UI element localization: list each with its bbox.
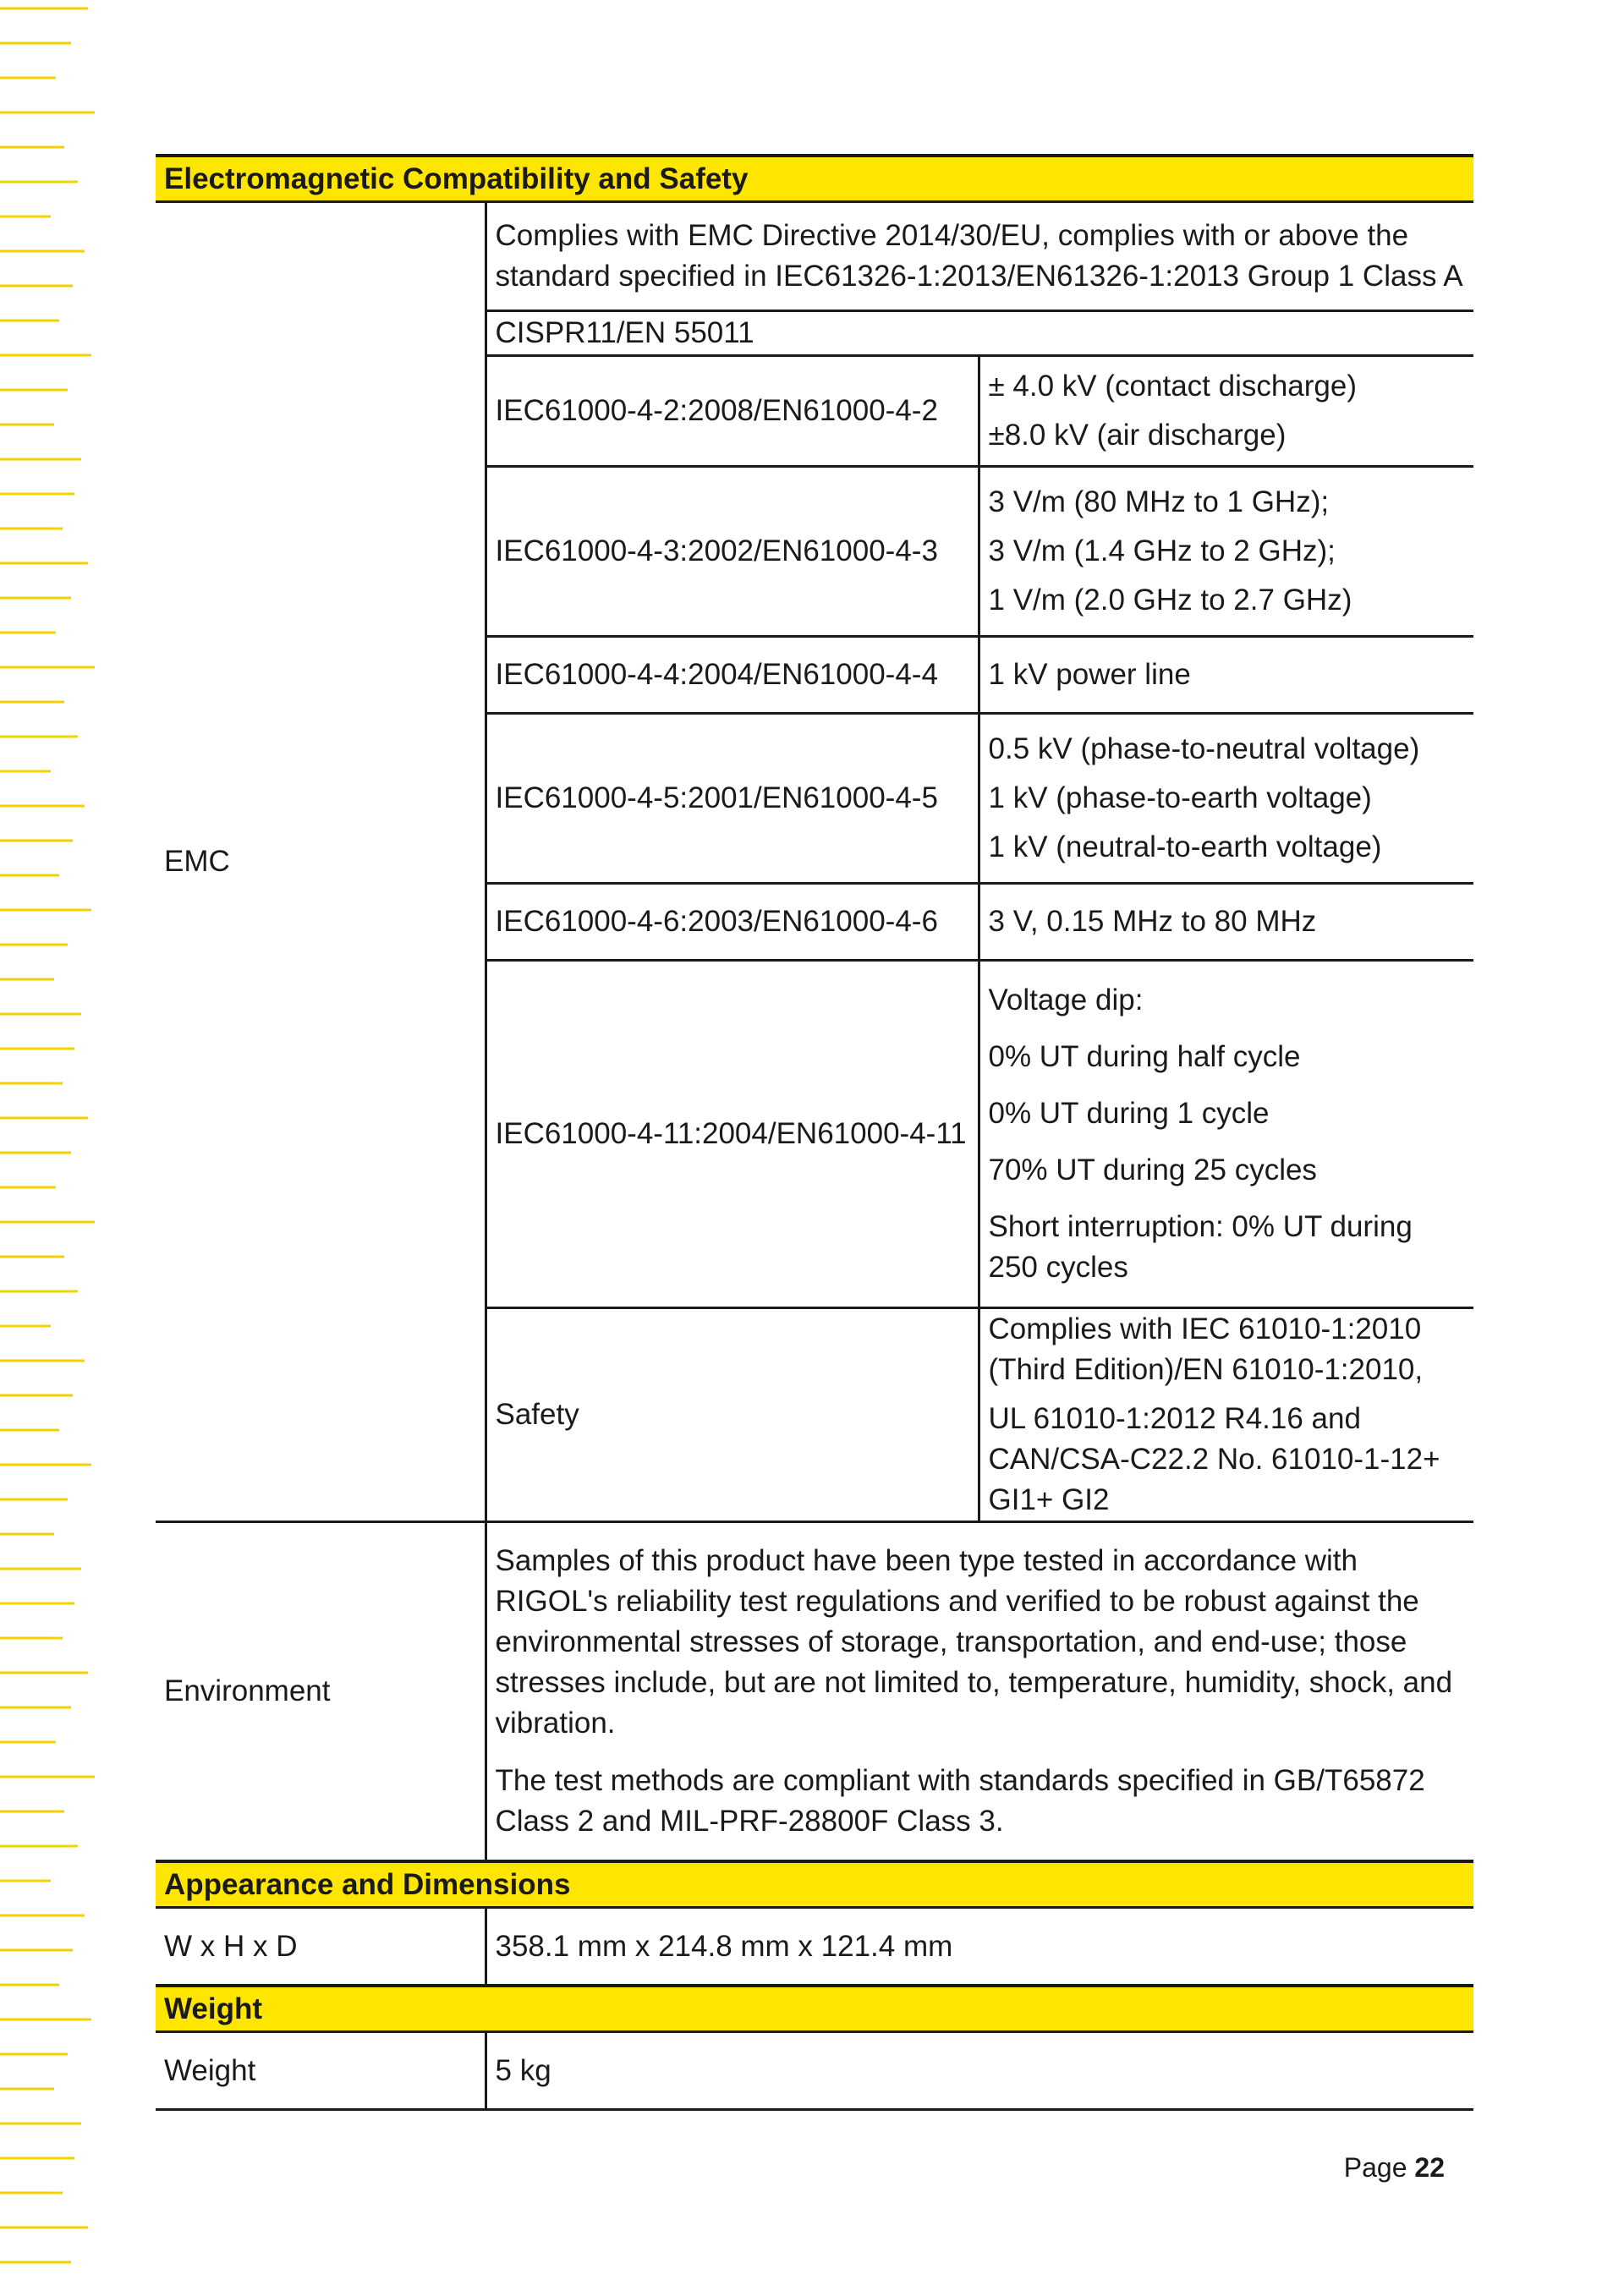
section-title: Weight	[156, 1986, 1473, 2032]
environment-spec	[486, 1522, 1473, 1862]
emc-standard: IEC61000-4-4:2004/EN61000-4-4	[486, 637, 979, 714]
spec-line: 3 V/m (80 MHz to 1 GHz);	[988, 485, 1330, 518]
spec-line: Voltage dip:	[988, 984, 1144, 1016]
page-word: Page	[1343, 2152, 1407, 2183]
emc-standard: IEC61000-4-3:2002/EN61000-4-3	[486, 467, 979, 637]
spec-line: 70% UT during 25 cycles	[988, 1153, 1317, 1186]
emc-spec: 3 V, 0.15 MHz to 80 MHz	[979, 884, 1473, 961]
emc-spec	[979, 961, 1473, 1308]
spec-line: 0% UT during 1 cycle	[988, 1097, 1270, 1130]
page-number-value: 22	[1414, 2152, 1445, 2183]
section-header-emc-safety	[156, 156, 1473, 202]
spec-line: 1 V/m (2.0 GHz to 2.7 GHz)	[988, 584, 1352, 616]
environment-paragraph: The test methods are compliant with standards specified in GB/T65872 Class 2 and MIL-PRF-28800F Class 3.	[495, 1764, 1425, 1838]
weight-row	[156, 2032, 1473, 2110]
spec-line: Complies with IEC 61010-1:2010 (Third Edition)/EN 61010-1:2010,	[988, 1312, 1424, 1386]
emc-standard: IEC61000-4-6:2003/EN61000-4-6	[486, 884, 979, 961]
dimensions-row	[156, 1908, 1473, 1986]
emc-standard: IEC61000-4-2:2008/EN61000-4-2	[486, 356, 979, 467]
spec-line: 3 V/m (1.4 GHz to 2 GHz);	[988, 534, 1336, 567]
spec-line: 0.5 kV (phase-to-neutral voltage)	[988, 732, 1420, 765]
emc-directive: Complies with EMC Directive 2014/30/EU, complies with or above the standard specified in IEC61326-1:2013/EN61326-1:2013 Group 1 Class A	[486, 202, 1473, 311]
spec-line: Short interruption: 0% UT during 250 cycles	[988, 1210, 1413, 1284]
weight-label: Weight	[156, 2032, 486, 2110]
weight-value: 5 kg	[486, 2032, 1473, 2110]
emc-standard: IEC61000-4-11:2004/EN61000-4-11	[486, 961, 979, 1308]
emc-standard: IEC61000-4-5:2001/EN61000-4-5	[486, 714, 979, 884]
section-title: Electromagnetic Compatibility and Safety	[156, 156, 1473, 202]
section-header-appearance	[156, 1861, 1473, 1908]
emc-directive-row	[156, 202, 1473, 311]
section-header-weight	[156, 1986, 1473, 2032]
spec-line: 1 kV (phase-to-earth voltage)	[988, 781, 1372, 814]
safety-spec	[979, 1308, 1473, 1522]
spec-line: 1 kV (neutral-to-earth voltage)	[988, 830, 1382, 863]
spec-line: 0% UT during half cycle	[988, 1040, 1301, 1073]
spec-table	[156, 154, 1473, 2111]
environment-paragraph: Samples of this product have been type tested in accordance with RIGOL's reliability test regulations and verified to be robust against the environmental stresses of storage, transportation, and end-use; those stresses include, but are not limited to, temperature, humidity, shock, and vibration.	[495, 1544, 1453, 1740]
emc-spec: 1 kV power line	[979, 637, 1473, 714]
spec-line: UL 61010-1:2012 R4.16 and CAN/CSA-C22.2 No. 61010-1-12+ GI1+ GI2	[988, 1402, 1440, 1516]
emc-cispr: CISPR11/EN 55011	[486, 311, 1473, 356]
page-number	[1344, 2152, 1445, 2184]
emc-spec	[979, 356, 1473, 467]
section-title: Appearance and Dimensions	[156, 1861, 1473, 1908]
spec-line: ± 4.0 kV (contact discharge)	[988, 370, 1358, 403]
safety-label: Safety	[486, 1308, 979, 1522]
margin-decoration	[0, 0, 102, 2296]
dimensions-label: W x H x D	[156, 1908, 486, 1986]
emc-label: EMC	[156, 202, 486, 1522]
environment-label: Environment	[156, 1522, 486, 1862]
environment-row	[156, 1522, 1473, 1862]
spec-line: ±8.0 kV (air discharge)	[988, 419, 1287, 452]
emc-spec	[979, 714, 1473, 884]
dimensions-value: 358.1 mm x 214.8 mm x 121.4 mm	[495, 1929, 953, 1963]
emc-spec	[979, 467, 1473, 637]
